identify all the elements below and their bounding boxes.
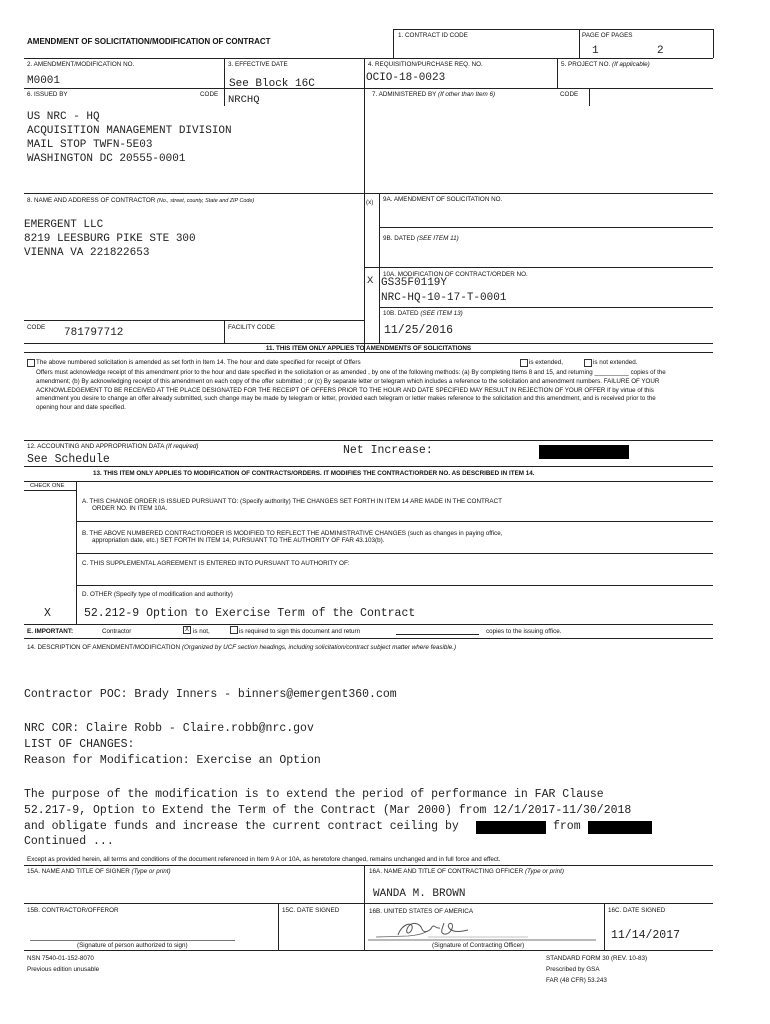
order-number: NRC-HQ-10-17-T-0001 bbox=[381, 292, 507, 304]
reason-for-modification: Reason for Modification: Exercise an Option bbox=[24, 754, 321, 767]
far-reference: FAR (48 CFR) 53.243 bbox=[546, 977, 607, 984]
item10a-x-mark: X bbox=[367, 275, 374, 287]
item4-label: 4. REQUISITION/PURCHASE REQ. NO. bbox=[368, 61, 483, 68]
check-one-label: CHECK ONE bbox=[30, 483, 65, 489]
officer-date-signed: 11/14/2017 bbox=[611, 929, 681, 942]
contract-number: GS35F0119Y bbox=[381, 277, 448, 289]
not-extended-checkbox[interactable] bbox=[584, 359, 592, 367]
item10b-label: 10B. DATED (SEE ITEM 13) bbox=[383, 310, 463, 317]
nsn-number: NSN 7540-01-152-8070 bbox=[27, 955, 94, 962]
item1-label: 1. CONTRACT ID CODE bbox=[398, 32, 468, 39]
copies-blank bbox=[396, 634, 479, 635]
item15a-label: 15A. NAME AND TITLE OF SIGNER (Type or print) bbox=[27, 868, 171, 875]
item16a-label: 16A. NAME AND TITLE OF CONTRACTING OFFICER (Type or print) bbox=[369, 868, 565, 875]
ceiling-redaction bbox=[476, 821, 546, 834]
contracting-officer-signature bbox=[368, 915, 598, 943]
item11-line1: The above numbered solicitation is amended as set forth in Item 14. The hour and date specified for receipt of Offers bbox=[36, 359, 361, 366]
contractor-signature-caption: (Signature of person authorized to sign) bbox=[77, 942, 188, 949]
item9a-label: 9A. AMENDMENT OF SOLICITATION NO. bbox=[383, 196, 503, 203]
purpose-line-3b: from bbox=[553, 820, 581, 833]
item3-label: 3. EFFECTIVE DATE bbox=[228, 61, 288, 68]
contractor-code-label: CODE bbox=[27, 324, 46, 331]
item6-label: 6. ISSUED BY bbox=[27, 91, 68, 98]
contractor-signature-line bbox=[30, 940, 235, 941]
item9b-label: 9B. DATED (SEE ITEM 11) bbox=[383, 235, 459, 242]
item13d-x-mark: X bbox=[44, 607, 51, 620]
purpose-line-3a: and obligate funds and increase the current contract ceiling by bbox=[24, 820, 459, 833]
is-not-checkbox[interactable]: X bbox=[184, 627, 189, 633]
solicitation-amended-checkbox[interactable] bbox=[27, 359, 35, 367]
item12-label: 12. ACCOUNTING AND APPROPRIATION DATA (If required) bbox=[27, 443, 199, 450]
item8-label: 8. NAME AND ADDRESS OF CONTRACTOR (No., street, county, State and ZIP Code) bbox=[27, 197, 255, 204]
item13b-text: B. THE ABOVE NUMBERED CONTRACT/ORDER IS MODIFIED TO REFLECT THE ADMINISTRATIVE CHANGES (such as changes in paying office, appropriation date, etc.) SET FORTH IN ITEM 14, PURSUANT TO THE AUTHORITY OF FAR 43.103(b). bbox=[82, 530, 503, 544]
item11-title: 11. THIS ITEM ONLY APPLIES TO AMENDMENTS OF SOLICITATIONS bbox=[265, 345, 472, 352]
is-required-label: is required to sign this document and return bbox=[239, 628, 361, 635]
item2-label: 2. AMENDMENT/MODIFICATION NO. bbox=[27, 61, 135, 68]
standard-form-number: STANDARD FORM 30 (REV. 10-83) bbox=[546, 955, 648, 962]
item13c-text: C. THIS SUPPLEMENTAL AGREEMENT IS ENTERED INTO PURSUANT TO AUTHORITY OF: bbox=[82, 560, 350, 567]
page-total: 2 bbox=[657, 45, 664, 57]
amendment-number: M0001 bbox=[27, 75, 61, 87]
item10a-label: 10A. MODIFICATION OF CONTRACT/ORDER NO. bbox=[383, 271, 528, 278]
purpose-line-2: 52.217-9, Option to Extend the Term of the Contract (Mar 2000) from 12/1/2017-11/30/2018 bbox=[24, 804, 632, 817]
item7-label: 7. ADMINISTERED BY (If other than Item 6) bbox=[372, 91, 496, 98]
issued-by-code: NRCHQ bbox=[228, 94, 260, 106]
contractor-poc: Contractor POC: Brady Inners - binners@emergent360.com bbox=[24, 688, 397, 701]
item15b-label: 15B. CONTRACTOR/OFFEROR bbox=[27, 907, 119, 914]
x-column-label: (x) bbox=[366, 199, 374, 206]
extended-checkbox[interactable] bbox=[520, 359, 528, 367]
prescribed-by: Prescribed by GSA bbox=[546, 966, 600, 973]
requisition-number: OCIO-18-0023 bbox=[366, 72, 446, 84]
administered-code-label: CODE bbox=[560, 91, 579, 98]
form-title: AMENDMENT OF SOLICITATION/MODIFICATION OF CONTRACT bbox=[27, 37, 271, 46]
item14-label: 14. DESCRIPTION OF AMENDMENT/MODIFICATION (Organized by UCF section headings, including solicitation/contract subject matter where feasible.) bbox=[27, 644, 457, 651]
page-of-pages-label: PAGE OF PAGES bbox=[582, 32, 633, 39]
contractor-code: 781797712 bbox=[64, 327, 124, 339]
not-extended-label: is not extended. bbox=[593, 359, 638, 366]
net-increase-redaction bbox=[539, 445, 629, 459]
list-of-changes: LIST OF CHANGES: bbox=[24, 738, 135, 751]
is-not-label: is not, bbox=[193, 628, 210, 635]
issued-by-code-label: CODE bbox=[200, 91, 219, 98]
item15c-label: 15C. DATE SIGNED bbox=[282, 907, 340, 914]
item13d-text: D. OTHER (Specify type of modification and authority) bbox=[82, 591, 233, 598]
item11-instructions: Offers must acknowledge receipt of this amendment prior to the hour and date specified in the solicitation or as amended , by one of the following methods: (a) By completing Items 8 and 15, and returning __________ copies of the amendment; (b) By acknowledging receipt of this amendment on each copy of the offer submitted ; or (c) By separate letter or telegram which includes a reference to the solicitation and amendment numbers. FAILURE OF YOUR ACKNOWLEDGEMENT TO BE RECEIVED AT THE PLACE DESIGNATED FOR THE RECEIPT OF OFFERS PRIOR TO THE HOUR AND DATE SPECIFIED MAY RESULT IN REJECTION OF YOUR OFFER If by virtue of this amendment you desire to change an offer already submitted, such change may be made by telegram or letter, provided each telegram or letter makes reference to the solicitation and this amendment, and is received prior to the opening hour and date specified. bbox=[36, 369, 666, 412]
facility-code-label: FACILITY CODE bbox=[228, 324, 276, 331]
previous-edition-note: Previous edition unusable bbox=[27, 966, 100, 973]
item16b-label: 16B. UNITED STATES OF AMERICA bbox=[369, 908, 474, 915]
purpose-line-1: The purpose of the modification is to extend the period of performance in FAR Clause bbox=[24, 788, 604, 801]
effective-date: See Block 16C bbox=[229, 78, 315, 90]
accounting-data: See Schedule bbox=[27, 453, 110, 466]
extended-label: is extended, bbox=[529, 359, 563, 366]
item16c-label: 16C. DATE SIGNED bbox=[608, 907, 666, 914]
officer-signature-caption: (Signature of Contracting Officer) bbox=[432, 942, 525, 949]
important-label: E. IMPORTANT: bbox=[27, 628, 74, 635]
is-required-checkbox[interactable] bbox=[230, 626, 238, 634]
order-date: 11/25/2016 bbox=[384, 324, 454, 337]
modification-authority: 52.212-9 Option to Exercise Term of the Contract bbox=[84, 607, 416, 620]
page-number: 1 bbox=[592, 45, 599, 57]
item13-title: 13. THIS ITEM ONLY APPLIES TO MODIFICATION OF CONTRACTS/ORDERS. IT MODIFIES THE CONTRACT/ORDER NO. AS DESCRIBED IN ITEM 14. bbox=[93, 470, 535, 477]
item5-label: 5. PROJECT NO. (If applicable) bbox=[561, 61, 650, 68]
contracting-officer-name: WANDA M. BROWN bbox=[373, 888, 466, 900]
copies-label: copies to the issuing office. bbox=[486, 628, 562, 635]
item13a-text: A. THIS CHANGE ORDER IS ISSUED PURSUANT TO: (Specify authority) THE CHANGES SET FORTH IN ITEM 14 ARE MADE IN THE CONTRACT ORDER NO. IN ITEM 10A. bbox=[82, 498, 502, 512]
from-redaction bbox=[588, 821, 652, 834]
net-increase-label: Net Increase: bbox=[343, 444, 433, 457]
except-clause: Except as provided herein, all terms and conditions of the document referenced in Item 9 A or 10A, as heretofore changed, remains unchanged and in full force and effect. bbox=[27, 856, 501, 863]
continued-note: Continued ... bbox=[24, 835, 114, 848]
nrc-cor: NRC COR: Claire Robb - Claire.robb@nrc.gov bbox=[24, 722, 314, 735]
contractor-label: Contractor bbox=[102, 628, 132, 635]
